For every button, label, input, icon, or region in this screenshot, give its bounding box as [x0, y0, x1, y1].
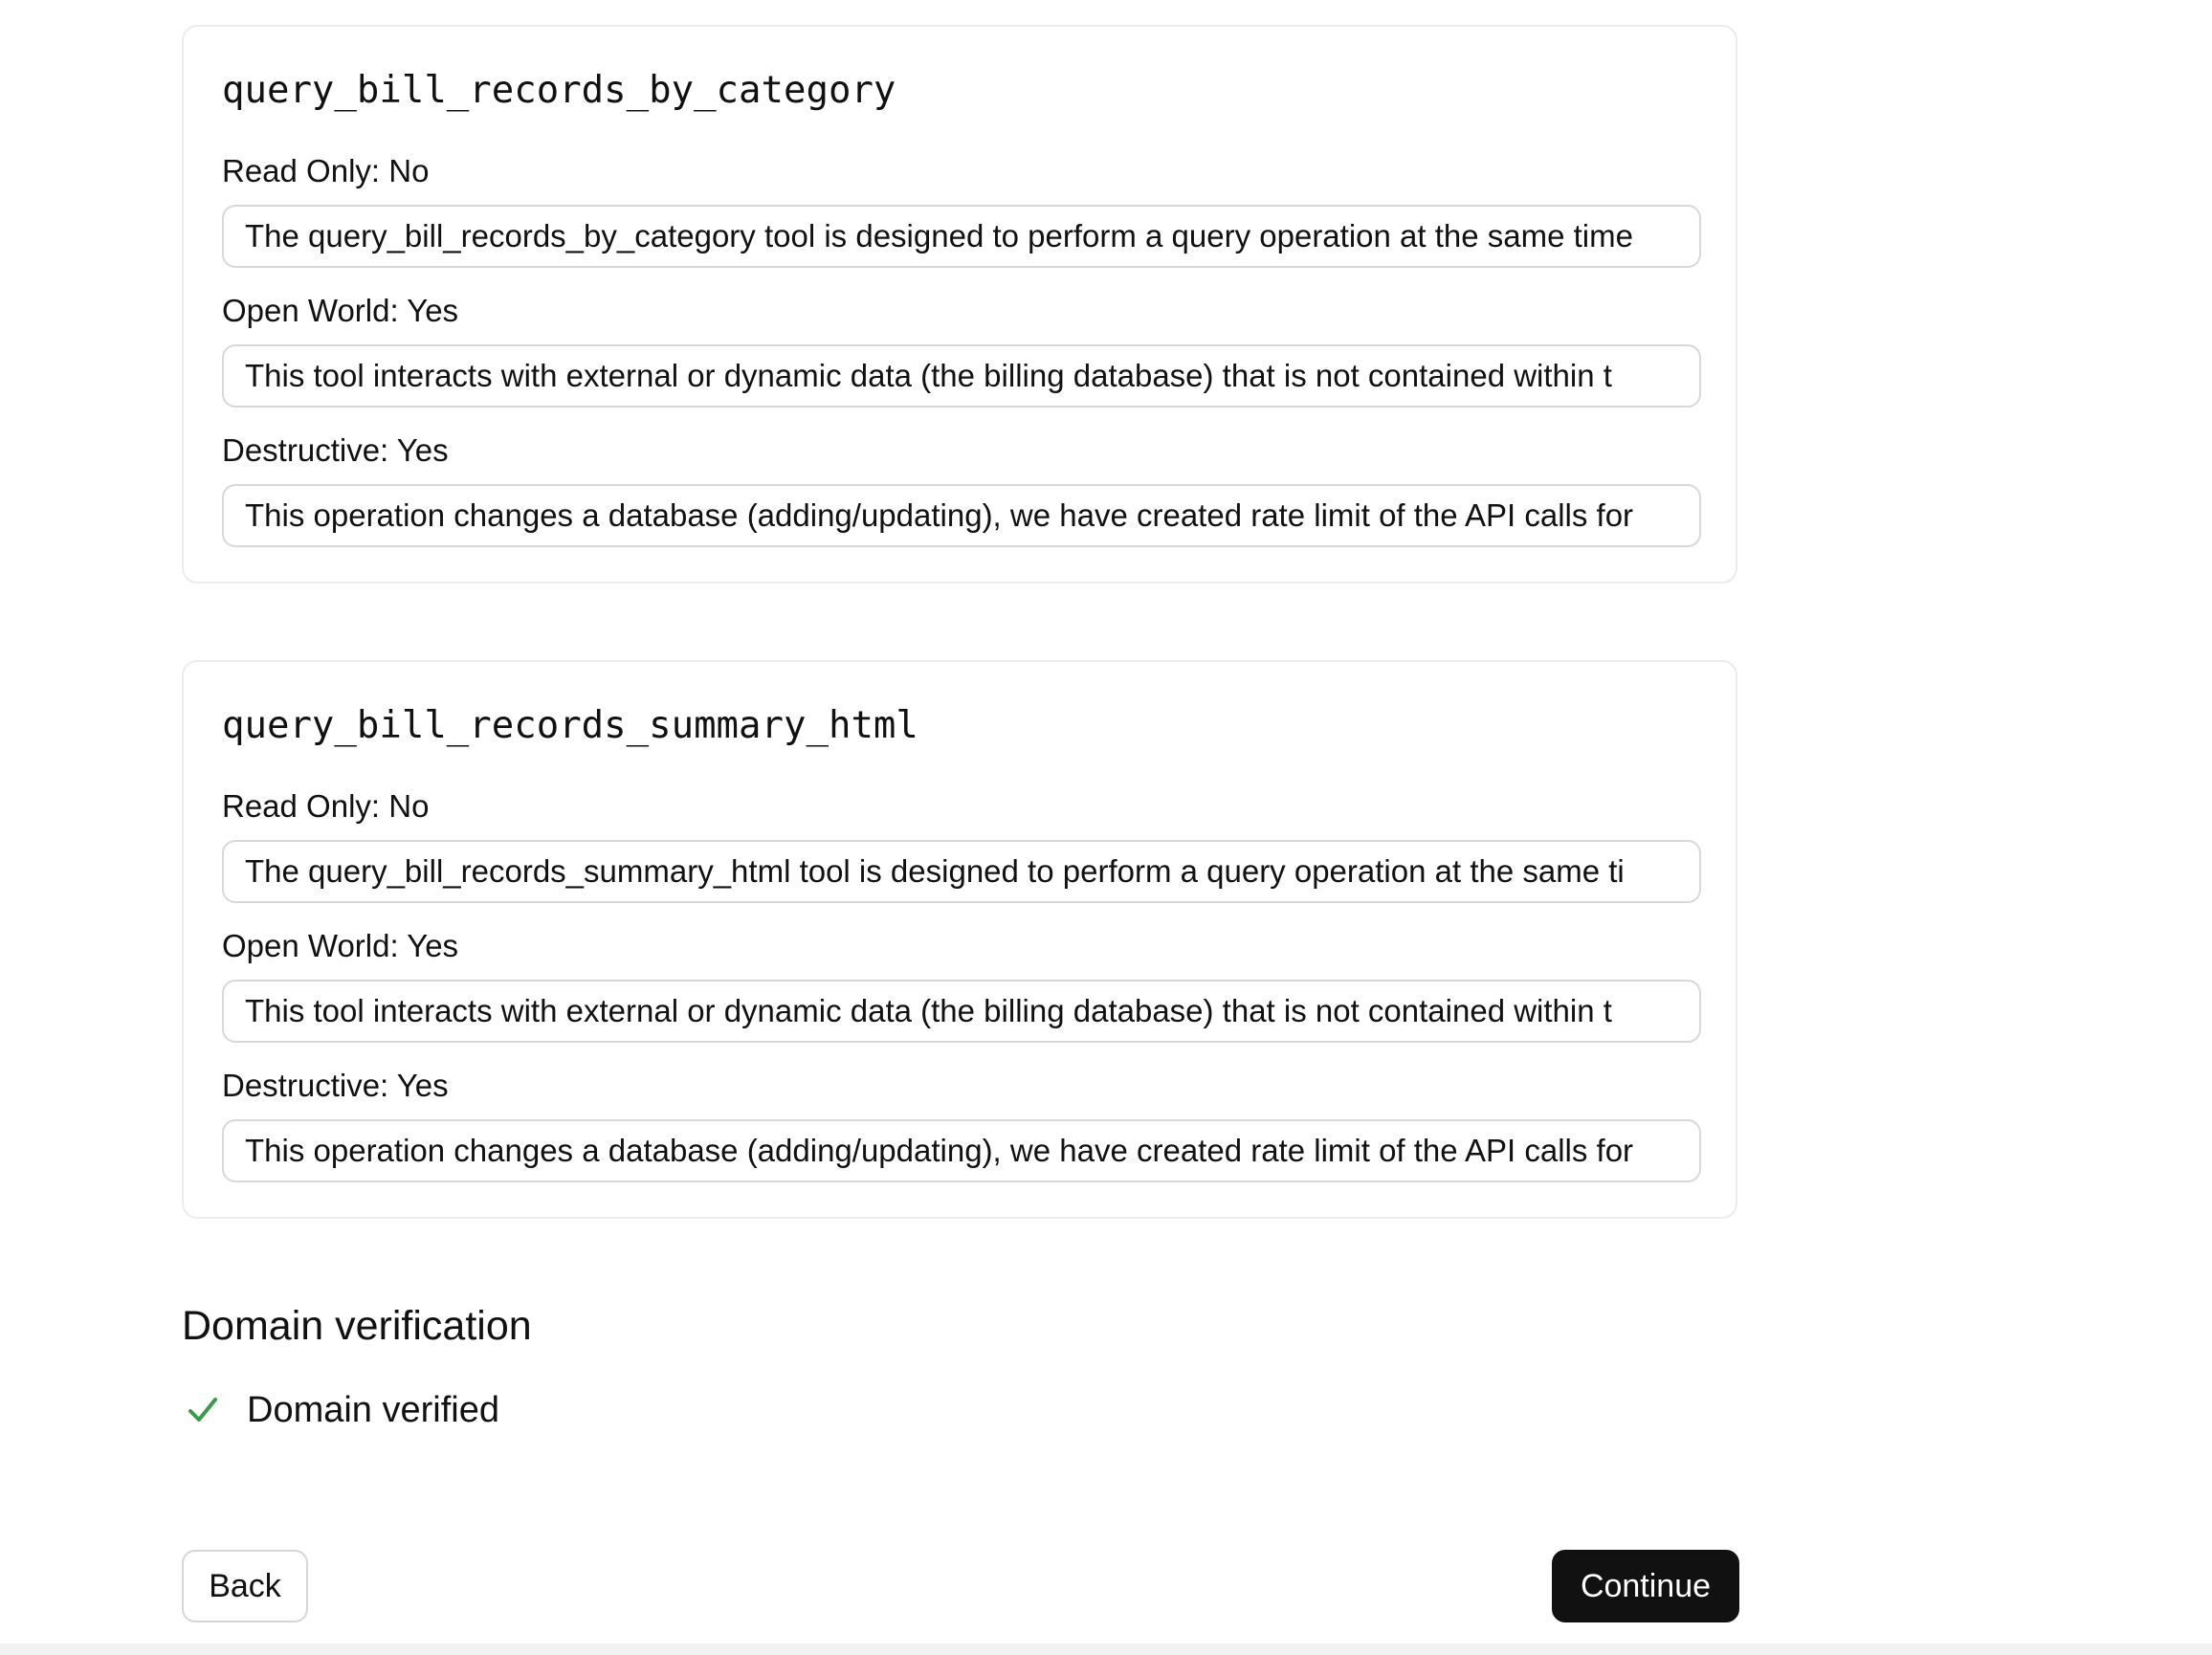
page-bottom-edge	[0, 1644, 2212, 1655]
read-only-label: Read Only: No	[222, 153, 430, 188]
check-icon	[182, 1389, 224, 1431]
back-button[interactable]: Back	[182, 1550, 308, 1622]
continue-button[interactable]: Continue	[1552, 1550, 1739, 1622]
domain-verification-title: Domain verification	[182, 1303, 532, 1349]
destructive-justification-field[interactable]: This operation changes a database (adding/updating), we have created rate limit of the API calls for	[222, 1119, 1701, 1182]
destructive-label: Destructive: Yes	[222, 432, 449, 468]
read-only-label: Read Only: No	[222, 788, 430, 824]
read-only-justification-field[interactable]: The query_bill_records_summary_html tool is designed to perform a query operation at the same ti	[222, 840, 1701, 903]
tool-card	[182, 660, 1737, 1219]
open-world-justification-field[interactable]: This tool interacts with external or dynamic data (the billing database) that is not contained within t	[222, 980, 1701, 1043]
domain-verified-text: Domain verified	[247, 1389, 499, 1430]
open-world-label: Open World: Yes	[222, 293, 459, 328]
domain-verified-status	[182, 1383, 499, 1437]
tool-name: query_bill_records_summary_html	[222, 704, 918, 747]
destructive-label: Destructive: Yes	[222, 1068, 449, 1103]
destructive-justification-field[interactable]: This operation changes a database (adding/updating), we have created rate limit of the API calls for	[222, 484, 1701, 547]
open-world-justification-field[interactable]: This tool interacts with external or dynamic data (the billing database) that is not contained within t	[222, 344, 1701, 408]
read-only-justification-field[interactable]: The query_bill_records_by_category tool is designed to perform a query operation at the same time	[222, 205, 1701, 268]
open-world-label: Open World: Yes	[222, 928, 459, 963]
tool-card	[182, 25, 1737, 584]
tool-name: query_bill_records_by_category	[222, 69, 896, 112]
